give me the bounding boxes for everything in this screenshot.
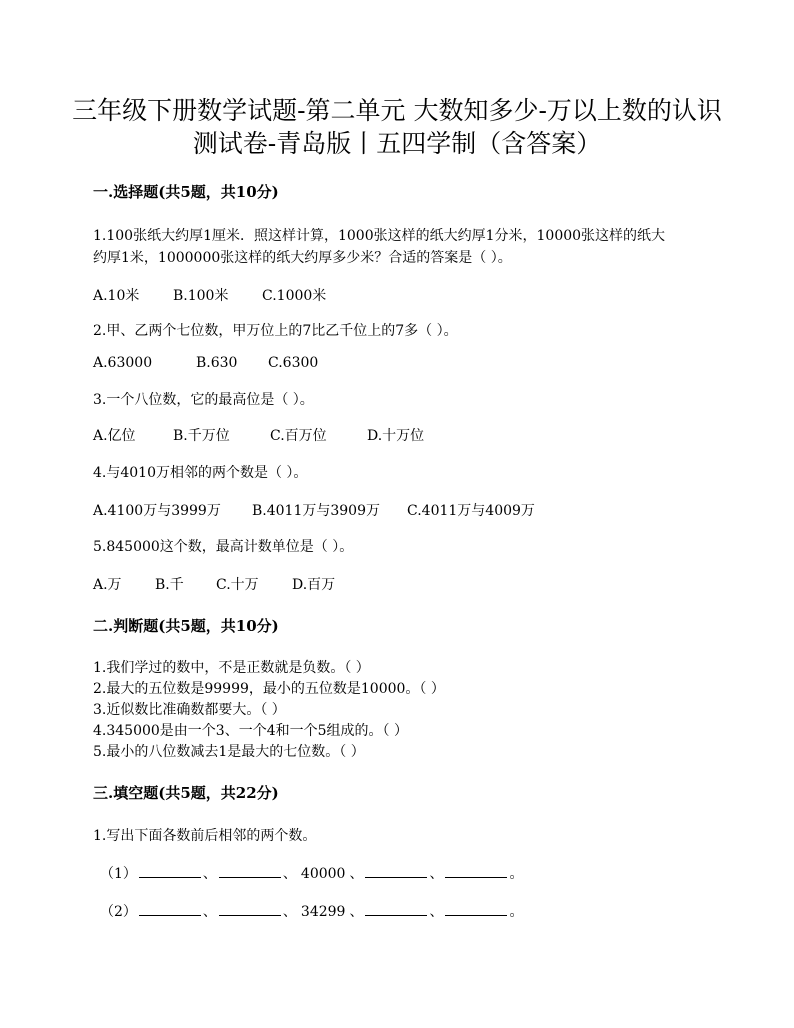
answer-blank[interactable]	[139, 901, 201, 916]
option-c: C.百万位	[270, 428, 327, 444]
question-5-options	[93, 574, 335, 594]
question-4-options	[93, 500, 535, 520]
option-a: A.63000	[93, 355, 153, 371]
separator: 、	[282, 904, 297, 920]
question-4: 4.与4010万相邻的两个数是（ ）。	[93, 465, 308, 481]
section-1-heading: 一.选择题(共5题，共10分)	[93, 183, 279, 201]
option-a: A.10米	[93, 288, 140, 304]
end-mark: 。	[509, 866, 524, 882]
question-2-options	[93, 355, 318, 371]
option-c: C.十万	[216, 577, 259, 593]
title-line-1: 三年级下册数学试题-第二单元 大数知多少-万以上数的认识	[72, 96, 722, 125]
question-5: 5.845000这个数，最高计数单位是（ ）。	[93, 539, 354, 555]
question-3: 3.一个八位数，它的最高位是（ ）。	[93, 392, 314, 408]
fill-row-1	[100, 863, 523, 883]
option-b: B.千	[155, 577, 184, 593]
answer-blank[interactable]	[445, 863, 507, 878]
judge-item-1: 1.我们学过的数中，不是正数就是负数。（ ）	[93, 660, 370, 676]
judge-item-4: 4.345000是由一个3、一个4和一个5组成的。（ ）	[93, 723, 408, 739]
separator: 、	[429, 866, 444, 882]
option-a: A.4100万与3999万	[93, 503, 221, 519]
separator: 、	[349, 866, 364, 882]
question-1-line-2: 约厚1米，1000000张这样的纸大约厚多少米？合适的答案是（ ）。	[93, 250, 512, 266]
option-c: C.6300	[268, 355, 319, 371]
judge-item-2: 2.最大的五位数是99999，最小的五位数是10000。（ ）	[93, 681, 445, 697]
given-number: 40000	[300, 866, 346, 882]
judge-item-5: 5.最小的八位数减去1是最大的七位数。（ ）	[93, 744, 365, 760]
option-a: A.亿位	[93, 428, 136, 444]
judge-item-3: 3.近似数比准确数都要大。（ ）	[93, 702, 286, 718]
option-d: D.十万位	[367, 428, 425, 444]
option-b: B.千万位	[173, 428, 230, 444]
question-1-line-1: 1.100张纸大约厚1厘米．照这样计算，1000张这样的纸大约厚1分米，10000张这样的纸大	[93, 228, 666, 244]
separator: 、	[202, 904, 217, 920]
separator: 、	[429, 904, 444, 920]
option-c: C.1000米	[262, 288, 327, 304]
answer-blank[interactable]	[139, 863, 201, 878]
row-label: （2）	[100, 904, 137, 920]
option-c: C.4011万与4009万	[407, 503, 535, 519]
question-2: 2.甲、乙两个七位数，甲万位上的7比乙千位上的7多（ ）。	[93, 323, 458, 339]
separator: 、	[282, 866, 297, 882]
answer-blank[interactable]	[219, 863, 281, 878]
separator: 、	[349, 904, 364, 920]
option-b: B.4011万与3909万	[252, 503, 380, 519]
title-line-2: 测试卷-青岛版丨五四学制（含答案）	[192, 129, 602, 158]
option-b: B.630	[196, 355, 238, 371]
fill-row-2	[100, 901, 523, 921]
section-3-heading: 三.填空题(共5题，共22分)	[93, 784, 279, 802]
answer-blank[interactable]	[219, 901, 281, 916]
answer-blank[interactable]	[445, 901, 507, 916]
answer-blank[interactable]	[365, 901, 427, 916]
answer-blank[interactable]	[365, 863, 427, 878]
question-1-options	[93, 285, 326, 305]
question-3-options	[93, 425, 424, 445]
option-d: D.百万	[292, 577, 336, 593]
option-b: B.100米	[173, 288, 229, 304]
end-mark: 。	[509, 904, 524, 920]
option-a: A.万	[93, 577, 122, 593]
fill-question-1: 1.写出下面各数前后相邻的两个数。	[93, 828, 317, 844]
separator: 、	[202, 866, 217, 882]
row-label: （1）	[100, 866, 137, 882]
section-2-heading: 二.判断题(共5题，共10分)	[93, 617, 279, 635]
given-number: 34299	[300, 904, 346, 920]
